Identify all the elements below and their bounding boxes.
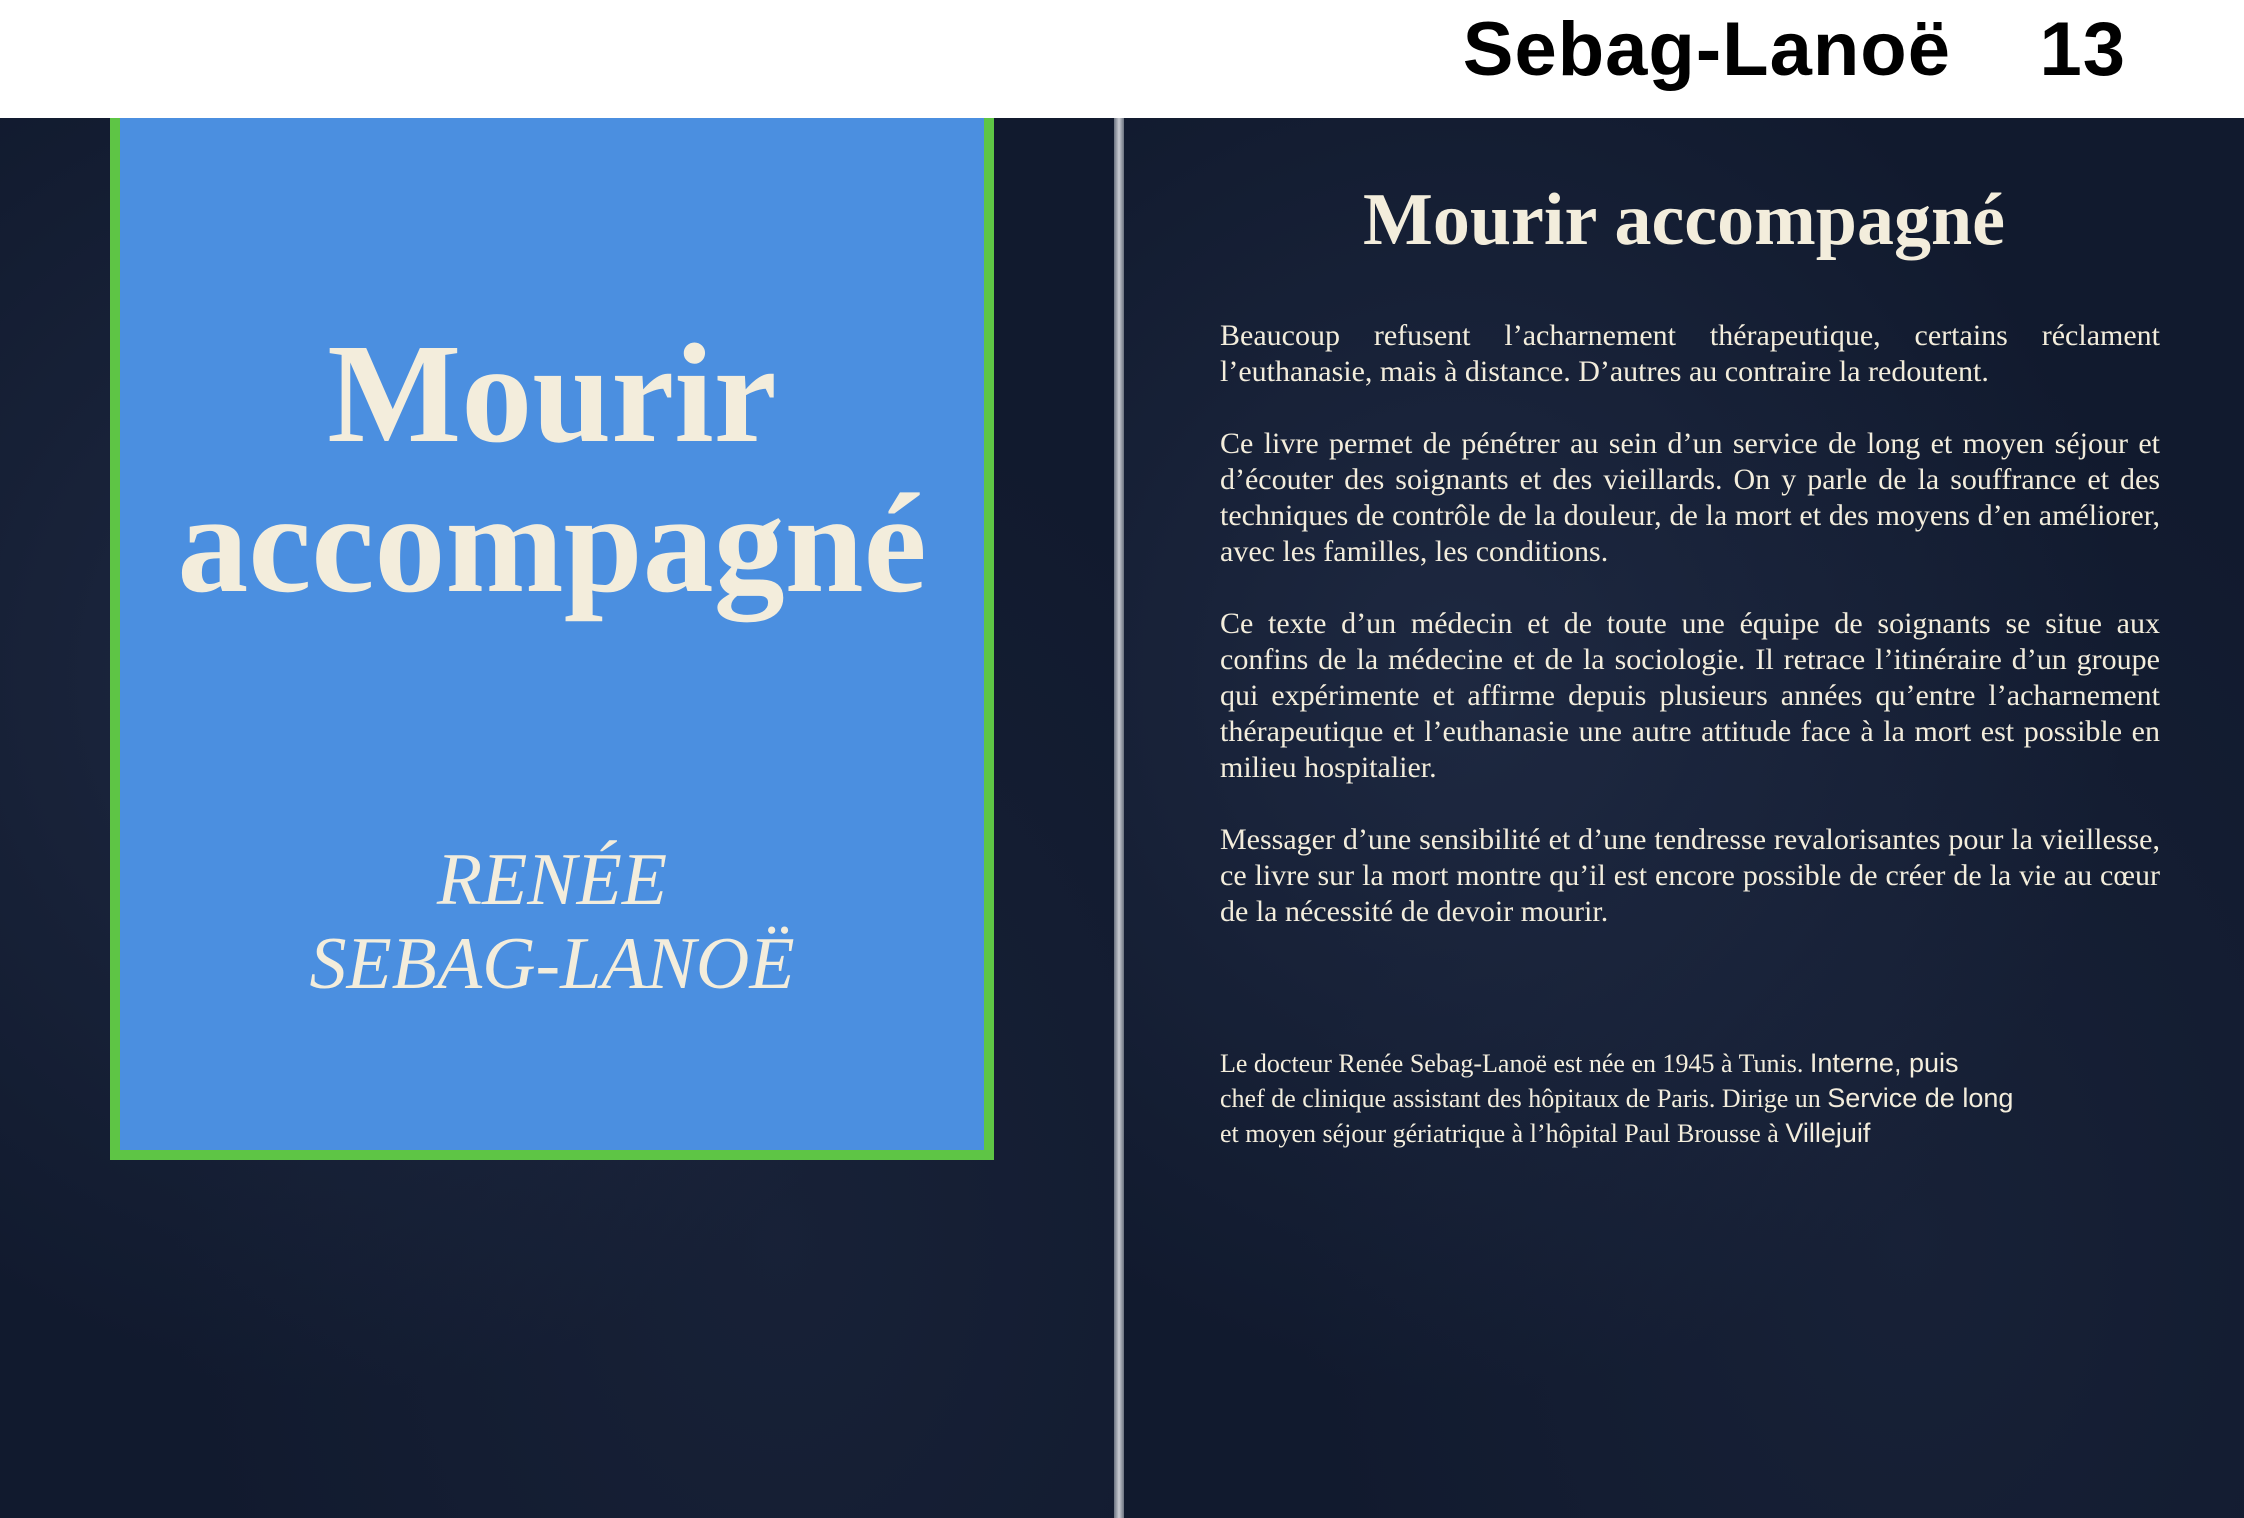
blurb-paragraph: Ce texte d’un médecin et de toute une équipe de soignants se situe aux confins de la médecine et de la sociologie. Il retrace l’itinéraire d’un groupe qui expérimente et affirme depuis plusieurs années qu’entre l’acharnement thérapeutique et l’euthanasie une autre attitude face à la mort est possible en milieu hospitalier. xyxy=(1220,607,2160,784)
bio-part: chef de clinique assistant des hôpitaux de Paris. Dirige un xyxy=(1220,1084,1821,1113)
blurb-paragraph: Beaucoup refusent l’acharnement thérapeutique, certains réclament l’euthanasie, mais à distance. D’autres au contraire la redoutent. xyxy=(1220,319,2160,388)
header-author: Sebag-Lanoë xyxy=(1462,7,1951,92)
book-spine xyxy=(1114,118,1124,1518)
back-cover xyxy=(1124,118,2244,1518)
header-label xyxy=(1463,6,2126,93)
blurb-paragraph: Messager d’une sensibilité et d’une tendresse revalorisantes pour la vieillesse, ce livre sur la mort montre qu’il est encore possible de créer de la vie au cœur de la nécessité de devoir mourir. xyxy=(1220,823,2160,928)
front-author-line2: SEBAG-LANOË xyxy=(309,923,795,1005)
front-cover-title xyxy=(120,314,984,622)
back-cover-title: Mourir accompagné xyxy=(1363,179,2005,261)
front-cover-author xyxy=(120,838,984,1006)
header-page-number: 13 xyxy=(2039,7,2126,92)
bio-part: Interne, puis xyxy=(1809,1048,1959,1078)
bio-part: et moyen séjour gériatrique à l’hôpital Paul Brousse à xyxy=(1220,1119,1779,1148)
author-bio xyxy=(1220,1046,2200,1151)
front-title-line2: accompagné xyxy=(177,464,927,622)
bio-part: Villejuif xyxy=(1785,1118,1871,1148)
front-cover xyxy=(0,118,1114,1518)
bio-part: Service de long xyxy=(1827,1083,2014,1113)
page-header xyxy=(0,0,2244,118)
front-title-line1: Mourir xyxy=(327,314,777,472)
blurb-paragraph: Ce livre permet de pénétrer au sein d’un service de long et moyen séjour et d’écouter des soignants et des vieillards. On y parle de la souffrance et des techniques de contrôle de la douleur, de la mort et des moyens d’en améliorer, avec les familles, les conditions. xyxy=(1220,427,2160,568)
front-author-line1: RENÉE xyxy=(436,839,668,921)
back-cover-blurb xyxy=(1220,318,2160,966)
front-cover-panel xyxy=(110,118,994,1160)
bio-part: Le docteur Renée Sebag-Lanoë est née en 1945 à Tunis. xyxy=(1220,1049,1804,1078)
